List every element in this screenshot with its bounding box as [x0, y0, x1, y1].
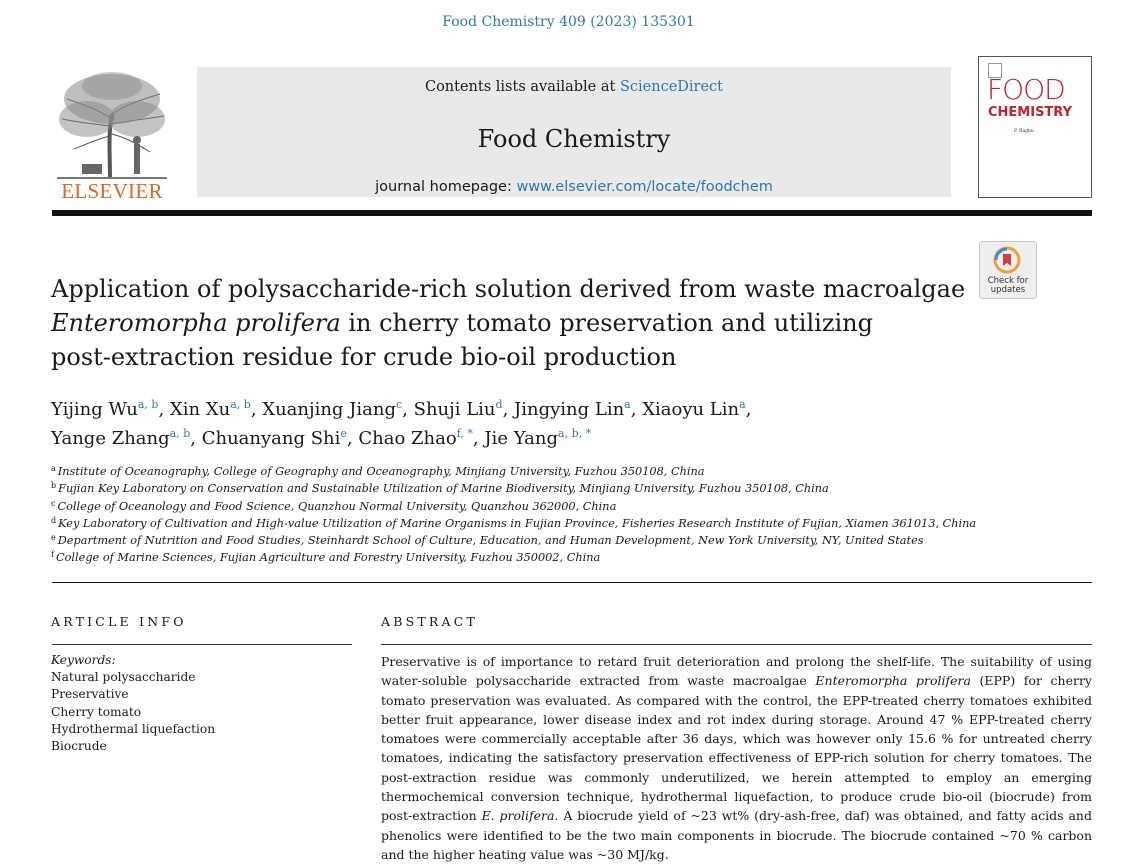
author-separator: ,: [630, 399, 643, 420]
abstract-rule: [381, 644, 1092, 645]
author-affiliation-ref[interactable]: c: [396, 398, 403, 411]
journal-title[interactable]: Food Chemistry: [477, 125, 671, 153]
article-info-heading: ARTICLE INFO: [51, 614, 187, 629]
author-separator: ,: [745, 399, 752, 420]
author-name[interactable]: Jie Yang: [484, 428, 559, 449]
author-separator: ,: [250, 399, 263, 420]
affiliation-text: Fujian Key Laboratory on Conservation and Sustainable Utilization of Marine Biodiversity, Minjiang University, Fuzhou 350108, China: [58, 482, 829, 496]
title-line-2: [51, 306, 971, 340]
check-for-updates-button[interactable]: [979, 241, 1037, 299]
affiliation-item: [51, 498, 1051, 515]
author-separator: ,: [346, 428, 359, 449]
author-affiliation-ref[interactable]: d: [495, 398, 503, 411]
affiliation-item: [51, 515, 1051, 532]
author-name[interactable]: Jingying Lin: [514, 399, 625, 420]
affiliation-text: Department of Nutrition and Food Studies, Steinhardt School of Culture, Education, and Human Development, New York University, NY, United States: [57, 534, 924, 548]
check-updates-icon: [993, 246, 1021, 274]
journal-info-box: [197, 67, 951, 197]
contents-line: [197, 79, 951, 95]
title-species-name: Enteromorpha prolifera: [51, 309, 341, 337]
affiliation-key: d: [51, 515, 57, 525]
cover-editor: P. Raghu: [1014, 129, 1034, 134]
cover-title-food: FOOD: [987, 73, 1065, 106]
author-name[interactable]: Xuanjing Jiang: [262, 399, 396, 420]
sciencedirect-link[interactable]: ScienceDirect: [619, 79, 724, 95]
author-affiliation-ref[interactable]: a: [739, 398, 746, 411]
homepage-line: [197, 179, 951, 195]
affiliation-item: [51, 549, 1051, 566]
author-affiliation-ref[interactable]: a: [624, 398, 631, 411]
affiliation-item: [51, 480, 1051, 497]
author-separator: ,: [158, 399, 170, 420]
keyword-item[interactable]: Cherry tomato: [51, 704, 142, 719]
author-separator: ,: [502, 399, 515, 420]
affiliation-text: College of Oceanology and Food Science, Quanzhou Normal University, Quanzhou 362000, China: [57, 499, 617, 513]
author-separator: ,: [402, 399, 414, 420]
article-info-rule: [52, 644, 352, 645]
affiliation-key: f: [51, 550, 54, 560]
journal-masthead: [52, 56, 1092, 206]
abstract-part: Preservative is of importance to retard fruit deterioration and prolong the shelf-life. The suitability of using water-soluble polysaccharide extracted from waste macroalgae: [381, 654, 1092, 689]
abstract-species-name: Enteromorpha prolifera: [815, 673, 971, 689]
author-name[interactable]: Chao Zhao: [358, 428, 457, 449]
author-affiliation-ref[interactable]: a, b: [169, 427, 191, 440]
author-name[interactable]: Chuanyang Shi: [201, 428, 341, 449]
abstract-heading: ABSTRACT: [381, 614, 479, 629]
title-line-2-rest: in cherry tomato preservation and utilizing: [340, 309, 873, 337]
cover-title-chemistry: CHEMISTRY: [988, 105, 1073, 120]
contents-prefix: Contents lists available at: [424, 79, 620, 95]
affiliation-key: a: [51, 464, 56, 473]
journal-cover-thumbnail[interactable]: [978, 56, 1092, 198]
affiliation-item: [51, 532, 1051, 549]
abstract-species-name: E. prolifera: [481, 808, 555, 824]
author-name[interactable]: Shuji Liu: [413, 399, 496, 420]
keyword-item[interactable]: Preservative: [51, 687, 129, 702]
title-line-3: post-extraction residue for crude bio-oil production: [51, 343, 677, 371]
homepage-prefix: journal homepage:: [375, 179, 517, 195]
author-name[interactable]: Yange Zhang: [51, 428, 170, 449]
masthead-rule: [52, 210, 1092, 216]
check-updates-line1: Check for: [987, 276, 1029, 286]
affiliation-key: b: [51, 481, 57, 491]
author-list: [51, 395, 1051, 453]
elsevier-wordmark: ELSEVIER: [61, 179, 163, 203]
affiliation-text: College of Marine Sciences, Fujian Agriculture and Forestry University, Fuzhou 350002, China: [55, 551, 601, 565]
author-affiliation-ref[interactable]: f, *: [456, 427, 473, 440]
author-affiliation-ref[interactable]: a, b, *: [558, 427, 592, 440]
affiliation-key: c: [51, 498, 56, 508]
author-name[interactable]: Yijing Wu: [51, 399, 138, 420]
abstract-part: . A biocrude yield of ~23 wt% (dry-ash-free, daf) was obtained, and fatty acids and phenolics were identified to be the two main components in biocrude. The biocrude contained ~70 % carbon and the higher heating value was ~30 MJ/kg.: [381, 808, 1092, 862]
keyword-item[interactable]: Natural polysaccharide: [51, 670, 196, 685]
author-name[interactable]: Xin Xu: [169, 399, 231, 420]
affiliation-text: Key Laboratory of Cultivation and High-value Utilization of Marine Organisms in Fujian Province, Fisheries Research Institute of Fujian, Xiamen 361013, China: [58, 516, 977, 530]
keyword-item[interactable]: Biocrude: [51, 739, 107, 754]
abstract-part: (EPP) for cherry tomato preservation was evaluated. As compared with the control, the EPP-treated cherry tomatoes exhibited better fruit appearance, lower disease index and rot index during storage. Around 47 % EPP-treated cherry tomatoes were commercially acceptable after 36 days, which was however only 15.6 % for untreated cherry tomatoes, indicating the satisfactory preservation effectiveness of EPP-rich solution for cherry tomatoes. The post-extraction residue was commonly underutilized, we herein attempted to employ an emerging thermochemical conversion technique, hydrothermal liquefaction, to produce crude bio-oil (biocrude) from post-extraction: [381, 673, 1092, 824]
author-affiliation-ref[interactable]: a, b: [230, 398, 251, 411]
title-line-1: Application of polysaccharide-rich solution derived from waste macroalgae: [51, 275, 966, 303]
affiliation-key: e: [51, 533, 56, 543]
journal-homepage-link[interactable]: www.elsevier.com/locate/foodchem: [516, 179, 773, 195]
author-separator: ,: [190, 428, 202, 449]
author-separator: ,: [472, 428, 485, 449]
affiliation-item: [51, 463, 1051, 480]
affiliation-text: Institute of Oceanography, College of Geography and Oceanography, Minjiang University, Fuzhou 350108, China: [57, 465, 705, 478]
abstract-text: [381, 652, 1092, 864]
keyword-item[interactable]: Hydrothermal liquefaction: [51, 721, 216, 736]
keywords-block: [51, 652, 351, 755]
keywords-label: Keywords:: [51, 653, 116, 667]
affiliation-list: [51, 463, 1051, 567]
journal-citation[interactable]: Food Chemistry 409 (2023) 135301: [442, 14, 695, 30]
check-updates-label: [980, 277, 1036, 295]
check-updates-line2: updates: [990, 285, 1026, 295]
section-divider: [52, 582, 1092, 583]
article-title: [51, 272, 971, 374]
author-affiliation-ref[interactable]: a, b: [137, 398, 159, 411]
author-affiliation-ref[interactable]: e: [340, 427, 347, 440]
author-name[interactable]: Xiaoyu Lin: [642, 399, 740, 420]
